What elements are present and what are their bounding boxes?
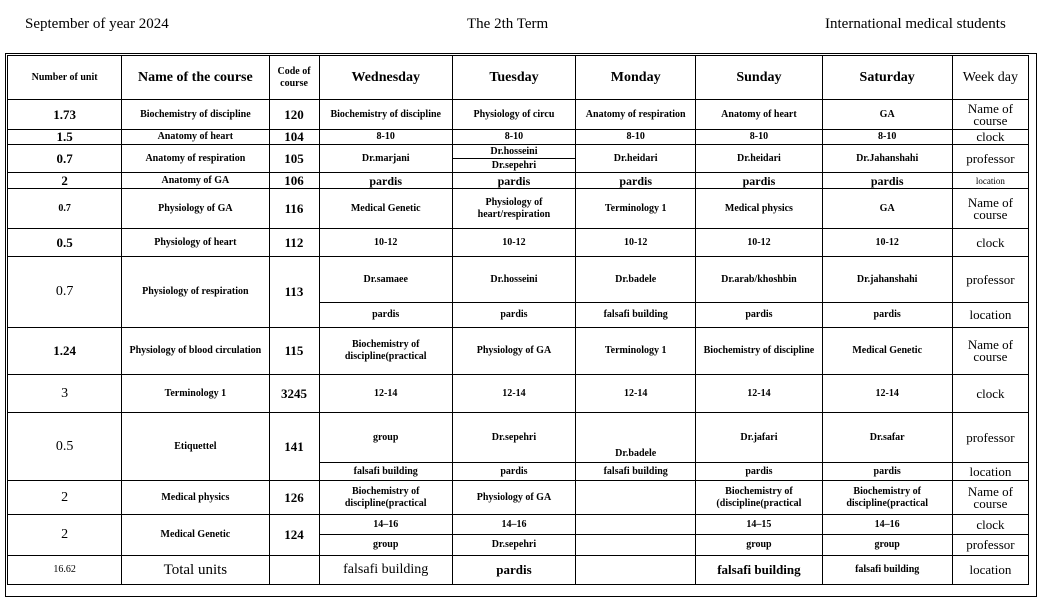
table-row [8, 257, 1029, 303]
sun-professor: Dr.heidari [696, 145, 822, 173]
mon-clock: 8-10 [576, 130, 696, 145]
sat-clock: 8-10 [822, 130, 952, 145]
wed-professor: Dr.marjani [319, 145, 452, 173]
course-name: Anatomy of respiration [122, 145, 269, 173]
wed-course: Medical Genetic [319, 189, 452, 229]
sun-professor: Dr.jafari [696, 413, 822, 463]
table-row [8, 130, 1029, 145]
course-name: Anatomy of GA [122, 173, 269, 189]
mon-professor: Dr.badele [576, 257, 696, 303]
course-code: 113 [269, 257, 319, 328]
sun-location: pardis [696, 303, 822, 328]
course-name: Medical Genetic [122, 515, 269, 556]
course-code: 104 [269, 130, 319, 145]
col-code-header: Code of course [269, 56, 319, 100]
sun-location: falsafi building [696, 556, 822, 585]
wed-clock: 8-10 [319, 130, 452, 145]
row-label-location: location [952, 173, 1028, 189]
course-name: Physiology of heart [122, 229, 269, 257]
wed-location: pardis [319, 173, 452, 189]
course-code: 116 [269, 189, 319, 229]
course-code: 3245 [269, 375, 319, 413]
course-units: 2 [8, 173, 122, 189]
tue-professor-2: Dr.sepehri [491, 160, 537, 171]
wed-professor: Dr.samaee [319, 257, 452, 303]
sun-clock: 8-10 [696, 130, 822, 145]
tue-location: pardis [452, 463, 575, 481]
table-row [8, 229, 1029, 257]
table-row [8, 375, 1029, 413]
mon-clock: 10-12 [576, 229, 696, 257]
row-label-professor: professor [952, 413, 1028, 463]
table-row [8, 413, 1029, 463]
table-row-total [8, 556, 1029, 585]
sat-location: pardis [822, 303, 952, 328]
course-code: 120 [269, 100, 319, 130]
course-code: 112 [269, 229, 319, 257]
wed-clock: 12-14 [319, 375, 452, 413]
sat-clock: 14–16 [822, 515, 952, 535]
col-weekday-header: Week day [952, 56, 1028, 100]
row-label-location: location [952, 303, 1028, 328]
course-name: Etiquettel [122, 413, 269, 481]
wed-clock: 10-12 [319, 229, 452, 257]
row-label-clock: clock [952, 515, 1028, 535]
course-units: 3 [8, 375, 122, 413]
sat-course: Biochemistry of discipline(practical [822, 481, 952, 515]
course-code: 124 [269, 515, 319, 556]
wed-course: Biochemistry of discipline(practical [319, 328, 452, 375]
sun-course: Medical physics [696, 189, 822, 229]
sun-location: pardis [696, 173, 822, 189]
course-units: 1.73 [8, 100, 122, 130]
row-label-professor: professor [952, 145, 1028, 173]
table-row [8, 328, 1029, 375]
header-students: International medical students [825, 16, 1006, 32]
tue-location: pardis [452, 173, 575, 189]
sun-professor: group [696, 535, 822, 556]
sat-course: GA [822, 100, 952, 130]
course-units: 2 [8, 481, 122, 515]
row-label-name: Name of course [952, 481, 1028, 515]
mon-course: Terminology 1 [576, 328, 696, 375]
tue-location: pardis [452, 556, 575, 585]
tue-course: Physiology of circu [452, 100, 575, 130]
sun-clock: 14–15 [696, 515, 822, 535]
tue-professor [452, 145, 575, 173]
course-name: Physiology of GA [122, 189, 269, 229]
sat-course: GA [822, 189, 952, 229]
wed-professor: group [319, 413, 452, 463]
mon-location: falsafi building [576, 463, 696, 481]
mon-clock [576, 515, 696, 535]
tue-professor-1: Dr.hosseini [453, 145, 575, 159]
mon-professor: Dr.heidari [576, 145, 696, 173]
wed-professor: group [319, 535, 452, 556]
mon-course: Anatomy of respiration [576, 100, 696, 130]
sat-professor: group [822, 535, 952, 556]
course-code: 141 [269, 413, 319, 481]
sat-location: falsafi building [822, 556, 952, 585]
wed-course: Biochemistry of discipline(practical [319, 481, 452, 515]
total-units-label: Total units [122, 556, 269, 585]
col-monday-header: Monday [576, 56, 696, 100]
tue-clock: 12-14 [452, 375, 575, 413]
row-label-location: location [952, 463, 1028, 481]
course-units: 0.5 [8, 413, 122, 481]
col-saturday-header: Saturday [822, 56, 952, 100]
mon-course: Terminology 1 [576, 189, 696, 229]
row-label-clock: clock [952, 130, 1028, 145]
sat-course: Medical Genetic [822, 328, 952, 375]
row-label-professor: professor [952, 535, 1028, 556]
course-name: Physiology of blood circulation [122, 328, 269, 375]
course-units: 0.5 [8, 229, 122, 257]
table-row [8, 145, 1029, 173]
course-code: 106 [269, 173, 319, 189]
sun-course: Biochemistry of (discipline(practical [696, 481, 822, 515]
wed-clock: 14–16 [319, 515, 452, 535]
sun-location: pardis [696, 463, 822, 481]
col-units-header: Number of unit [8, 56, 122, 100]
course-code: 126 [269, 481, 319, 515]
course-units: 0.7 [8, 257, 122, 328]
table-row [8, 173, 1029, 189]
total-code [269, 556, 319, 585]
tue-professor: Dr.hosseini [452, 257, 575, 303]
course-code: 115 [269, 328, 319, 375]
mon-professor: Dr.badele [576, 413, 696, 463]
col-wednesday-header: Wednesday [319, 56, 452, 100]
row-label-location: location [952, 556, 1028, 585]
row-label-name: Name of course [952, 328, 1028, 375]
row-label-professor: professor [952, 257, 1028, 303]
schedule-table [7, 55, 1029, 585]
mon-location [576, 556, 696, 585]
tue-clock: 10-12 [452, 229, 575, 257]
tue-professor: Dr.sepehri [452, 535, 575, 556]
col-tuesday-header: Tuesday [452, 56, 575, 100]
tue-location: pardis [452, 303, 575, 328]
tue-professor: Dr.sepehri [452, 413, 575, 463]
sun-professor: Dr.arab/khoshbin [696, 257, 822, 303]
sun-course: Anatomy of heart [696, 100, 822, 130]
header-term: The 2th Term [467, 16, 549, 32]
table-row [8, 515, 1029, 535]
row-label-name: Name of course [952, 189, 1028, 229]
table-header-row [8, 56, 1029, 100]
row-label-name: Name of course [952, 100, 1028, 130]
tue-clock: 8-10 [452, 130, 575, 145]
row-label-clock: clock [952, 375, 1028, 413]
tue-course: Physiology of GA [452, 328, 575, 375]
sat-clock: 12-14 [822, 375, 952, 413]
mon-clock: 12-14 [576, 375, 696, 413]
mon-professor [576, 535, 696, 556]
sat-professor: Dr.safar [822, 413, 952, 463]
sun-clock: 10-12 [696, 229, 822, 257]
sat-clock: 10-12 [822, 229, 952, 257]
table-row [8, 189, 1029, 229]
wed-location: falsafi building [319, 556, 452, 585]
sat-professor: Dr.Jahanshahi [822, 145, 952, 173]
course-units: 1.24 [8, 328, 122, 375]
course-units: 2 [8, 515, 122, 556]
wed-course: Biochemistry of discipline [319, 100, 452, 130]
row-label-clock: clock [952, 229, 1028, 257]
sun-clock: 12-14 [696, 375, 822, 413]
course-name: Biochemistry of discipline [122, 100, 269, 130]
course-name: Anatomy of heart [122, 130, 269, 145]
sat-location: pardis [822, 173, 952, 189]
sat-professor: Dr.jahanshahi [822, 257, 952, 303]
tue-course: Physiology of GA [452, 481, 575, 515]
course-code: 105 [269, 145, 319, 173]
course-units: 1.5 [8, 130, 122, 145]
sun-course: Biochemistry of discipline [696, 328, 822, 375]
course-units: 0.7 [8, 189, 122, 229]
tue-clock: 14–16 [452, 515, 575, 535]
header-date: September of year 2024 [25, 16, 169, 32]
course-units: 0.7 [8, 145, 122, 173]
mon-location: pardis [576, 173, 696, 189]
col-sunday-header: Sunday [696, 56, 822, 100]
wed-location: pardis [319, 303, 452, 328]
course-name: Terminology 1 [122, 375, 269, 413]
mon-course [576, 481, 696, 515]
course-name: Physiology of respiration [122, 257, 269, 328]
sat-location: pardis [822, 463, 952, 481]
wed-location: falsafi building [319, 463, 452, 481]
course-name: Medical physics [122, 481, 269, 515]
table-row [8, 481, 1029, 515]
total-units-value: 16.62 [8, 556, 122, 585]
col-course-header: Name of the course [122, 56, 269, 100]
table-row [8, 100, 1029, 130]
mon-location: falsafi building [576, 303, 696, 328]
tue-course: Physiology of heart/respiration [452, 189, 575, 229]
